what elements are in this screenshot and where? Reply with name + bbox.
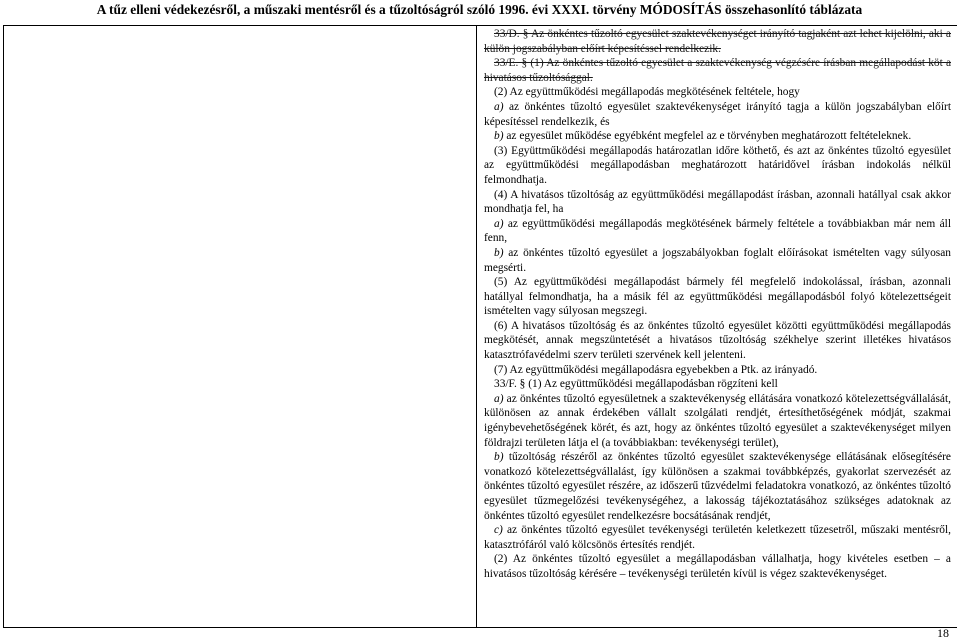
struck-text: 33/E. § (1) Az önkéntes tűzoltó egyesület a szaktevékenység végzésére írásban megállapodást köt a hivatásos tűzoltósággal. bbox=[484, 57, 951, 84]
item-marker: a) bbox=[494, 217, 504, 230]
section-33e-2: (2) Az együttműködési megállapodás megkötésének feltétele, hogy bbox=[494, 86, 800, 99]
list-item: b) az egyesület működése egyébként megfelel az e törvényben meghatározott feltételeknek. bbox=[494, 130, 912, 143]
item-marker: b) bbox=[494, 451, 504, 464]
item-marker: a) bbox=[494, 392, 504, 405]
original-text-column bbox=[4, 26, 476, 626]
list-item: c) az önkéntes tűzoltó egyesület tevékenységi területén keletkezett tűzesetről, műszaki mentésről, katasztrófáról való kölcsönös értesítés rendjét. bbox=[484, 524, 951, 551]
list-item: b) tűzoltóság részéről az önkéntes tűzoltó egyesület szaktevékenysége ellátásának elősegítésére vonatkozó kötelezettségvállalást, így különösen a szakmai továbbképzés, gyakorlat szervezését az önkéntes tűzoltó egyesület részére, az időszerű tűzvédelmi feladatokra vonatkozó, az önkéntes tűzoltó egyesület tűzmegelőzési tevékenységéhez, a lakosság tájékoztatásához szükséges adatoknak az önkéntes tűzoltó egyesület rendelkezésre bocsátásának rendjét, bbox=[484, 451, 951, 522]
amended-text-column bbox=[484, 27, 951, 582]
section-33d bbox=[484, 27, 951, 56]
section-33e-4: (4) A hivatásos tűzoltóság az együttműködési megállapodást írásban, azonnali hatállyal csak akkor mondhatja fel, ha bbox=[484, 188, 951, 216]
page-title: A tűz elleni védekezésről, a műszaki mentésről és a tűzoltóságról szóló 1996. évi XXXI. törvény MÓDOSÍTÁS összehasonlító táblázata bbox=[96, 2, 863, 17]
section-33e-7: (7) Az együttműködési megállapodásra egyebekben a Ptk. az irányadó. bbox=[494, 363, 818, 376]
item-marker: b) bbox=[494, 130, 504, 143]
list-item: a) az együttműködési megállapodás megkötésének bármely feltétele a továbbiakban már nem áll fenn, bbox=[484, 217, 951, 245]
list-item: a) az önkéntes tűzoltó egyesületnek a szaktevékenység ellátására vonatkozó kötelezettségvállalását, különösen az annak érdekében vállalt szolgálati rendjét, értesíthetőségének módját, szakmai igénybevehetőségének körét, és azt, hogy az önkéntes tűzoltó egyesület a szaktevékenységet milyen földrajzi területen látja el (a továbbiakban: tevékenységi terület), bbox=[484, 392, 951, 449]
section-33e-6: (6) A hivatásos tűzoltóság és az önkéntes tűzoltó egyesület közötti együttműködési megállapodás megkötését, annak megszüntetését a hivatásos tűzoltóság székhelye szerint illetékes hivatásos katasztrófavédelmi szerv területi szervének kell jelenteni. bbox=[484, 319, 951, 362]
section-33f-2: (2) Az önkéntes tűzoltó egyesület a megállapodásban vállalhatja, hogy kivételes esetben – a hivatásos tűzoltóság kérésére – tevékenységi területén kívül is végez szaktevékenységet. bbox=[484, 553, 951, 580]
item-marker: a) bbox=[494, 100, 504, 113]
column-divider bbox=[476, 25, 477, 627]
list-item: a) az önkéntes tűzoltó egyesület szaktevékenységet irányító tagja a külön jogszabályban előírt képesítéssel rendelkezik, és bbox=[484, 100, 951, 128]
struck-text: 33/D. § Az önkéntes tűzoltó egyesület szaktevékenységet irányító tagjaként azt lehet kijelölni, aki a külön jogszabályban előírt képesítéssel rendelkezik. bbox=[484, 28, 951, 55]
page-number: 18 bbox=[937, 626, 949, 640]
section-33e-1 bbox=[484, 56, 951, 85]
item-marker: c) bbox=[494, 524, 503, 537]
list-item: b) az önkéntes tűzoltó egyesület a jogszabályokban foglalt előírásokat ismételten vagy súlyosan megsérti. bbox=[484, 246, 951, 274]
section-33e-3: (3) Együttműködési megállapodás határozatlan időre köthető, és azt az önkéntes tűzoltó egyesület az együttműködési megállapodásban meghatározott határidővel írásban indokolás nélkül felmondhatja. bbox=[484, 144, 951, 186]
section-33e-5: (5) Az együttműködési megállapodást bármely fél megfelelő indokolással, írásban, azonnali hatállyal felmondhatja, ha a másik fél az együttműködési megállapodásból folyó kötelezettségeit ismételten vagy súlyosan megszegi. bbox=[484, 276, 951, 318]
section-33f-1: 33/F. § (1) Az együttműködési megállapodásban rögzíteni kell bbox=[494, 378, 778, 391]
item-marker: b) bbox=[494, 246, 504, 259]
